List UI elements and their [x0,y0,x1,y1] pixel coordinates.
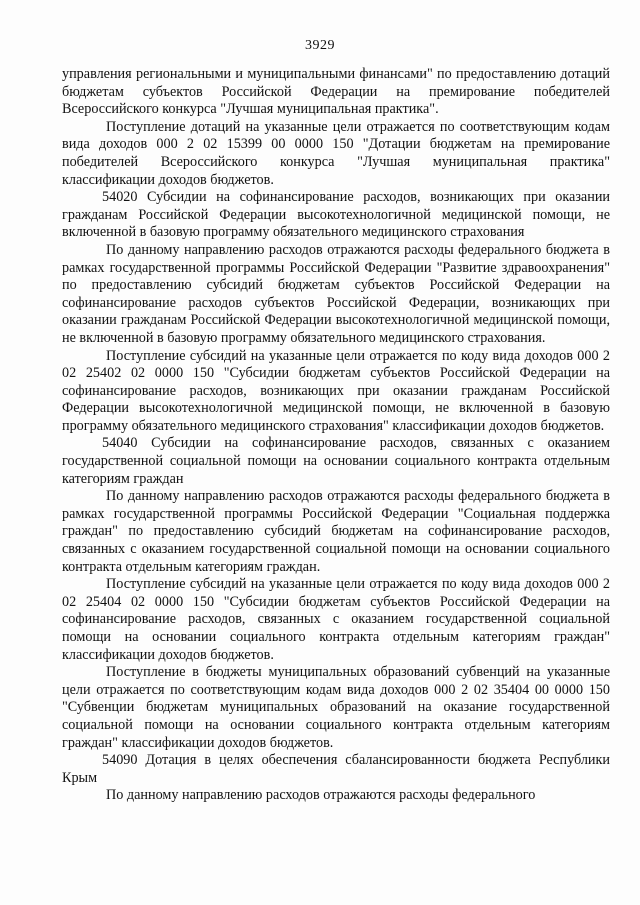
section-heading-54090: 54090 Дотация в целях обеспечения сбалансированности бюджета Республики Крым [62,752,610,786]
paragraph-continuation: управления региональными и муниципальными финансами" по предоставлению дотаций бюджетам субъектов Российской Федерации на премирование победителей Всероссийского конкурса "Лучшая муниципальная практика". [62,66,610,118]
paragraph-54040-municipal-revenue: Поступление в бюджеты муниципальных образований субвенций на указанные цели отражается по соответствующим кодам вида доходов 000 2 02 35404 00 0000 150 "Субвенции бюджетам муниципальных образований на оказание государственной социальной помощи на основании социального контракта отдельным категориям граждан" классификации доходов бюджетов. [62,664,610,751]
page-number: 3929 [305,38,335,53]
section-heading-54040: 54040 Субсидии на софинансирование расходов, связанных с оказанием государственной социальной помощи на основании социального контракта отдельным категориям граждан [62,435,610,487]
paragraph-54040-revenue: Поступление субсидий на указанные цели отражается по коду вида доходов 000 2 02 25404 02 0000 150 "Субсидии бюджетам субъектов Российской Федерации на софинансирование расходов, связанных с оказанием государственной социальной помощи на основании социального контракта отдельным категориям граждан" классификации доходов бюджетов. [62,576,610,663]
paragraph-54040-description: По данному направлению расходов отражаются расходы федерального бюджета в рамках государственной программы Российской Федерации "Социальная поддержка граждан" по предоставлению субсидий бюджетам на софинансирование расходов, связанных с оказанием государственной социальной помощи на основании социального контракта отдельным категориям граждан. [62,488,610,575]
paragraph-dotation-revenue: Поступление дотаций на указанные цели отражается по соответствующим кодам вида доходов 000 2 02 15399 00 0000 150 "Дотации бюджетам на премирование победителей Всероссийского конкурса "Лучшая муниципальная практика" классификации доходов бюджетов. [62,118,610,188]
paragraph-54020-revenue: Поступление субсидий на указанные цели отражается по коду вида доходов 000 2 02 25402 02 0000 150 "Субсидии бюджетам субъектов Российской Федерации на софинансирование расходов, возникающих при оказании гражданам Российской Федерации высокотехнологичной медицинской помощи, не включенной в базовую программу обязательного медицинского страхования" классификации доходов бюджетов. [62,347,610,434]
paragraph-54090-description: По данному направлению расходов отражаются расходы федерального [106,787,536,804]
section-heading-54020: 54020 Субсидии на софинансирование расходов, возникающих при оказании гражданам Российской Федерации высокотехнологичной медицинской помощи, не включенной в базовую программу обязательного медицинского страхования [62,189,610,241]
document-body [62,66,610,805]
paragraph-54020-description: По данному направлению расходов отражаются расходы федерального бюджета в рамках государственной программы Российской Федерации "Развитие здравоохранения" по предоставлению субсидий бюджетам субъектов Российской Федерации на софинансирование расходов субъектов Российской Федерации, возникающих при оказании гражданам Российской Федерации высокотехнологичной медицинской помощи, не включенной в базовую программу обязательного медицинского страхования. [62,241,610,346]
